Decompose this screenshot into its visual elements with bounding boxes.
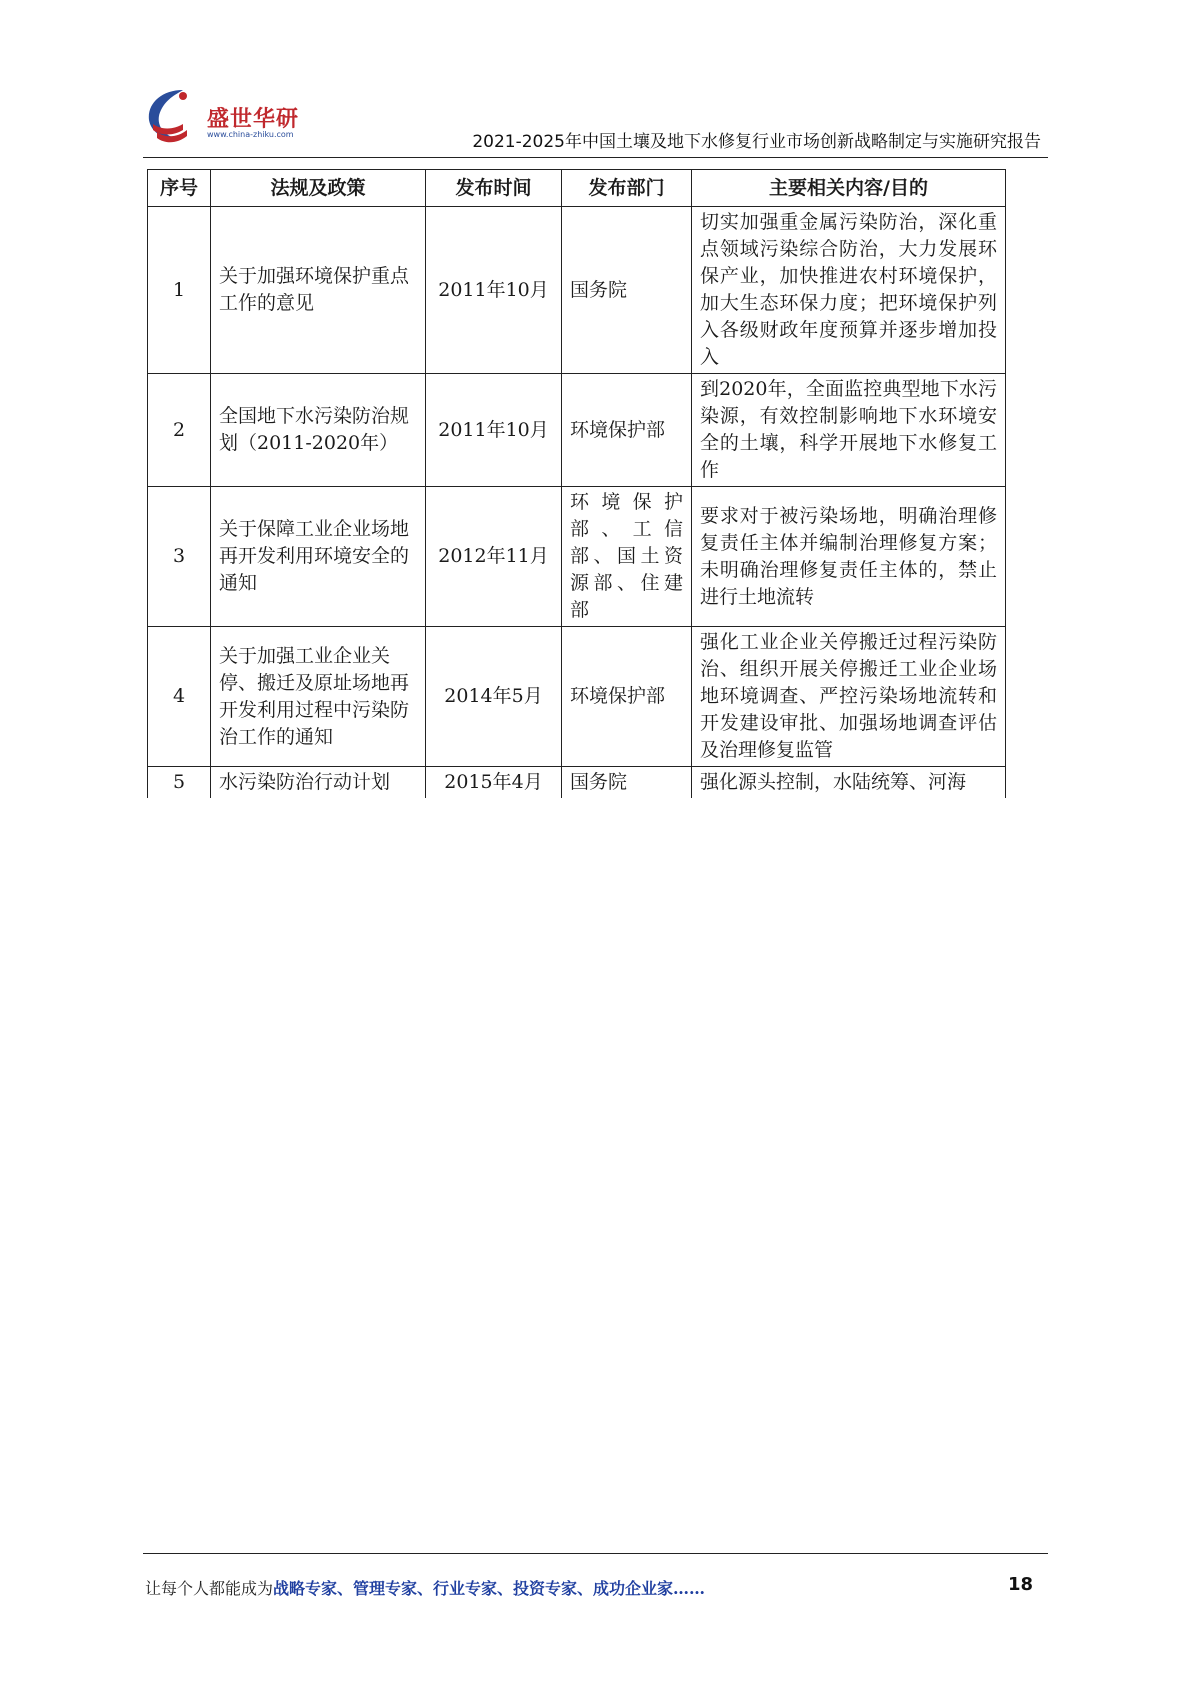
row-dept: 国务院 (562, 207, 692, 374)
page-header (0, 0, 1191, 160)
table-row (148, 374, 1006, 487)
table-row (148, 487, 1006, 627)
footer-divider (143, 1553, 1048, 1554)
row-policy: 关于加强工业企业关停、搬迁及原址场地再开发利用过程中污染防治工作的通知 (211, 627, 426, 767)
row-dept: 环境保护部、工信部、国土资源部、住建部 (562, 487, 692, 627)
policy-table (147, 169, 1006, 798)
row-date: 2014年5月 (426, 627, 562, 767)
row-content: 到2020年，全面监控典型地下水污染源，有效控制影响地下水环境安全的土壤，科学开展地下水修复工作 (692, 374, 1006, 487)
row-content: 强化源头控制，水陆统筹、河海 (692, 767, 1006, 799)
row-date: 2011年10月 (426, 374, 562, 487)
row-policy: 全国地下水污染防治规划（2011-2020年） (211, 374, 426, 487)
row-date: 2015年4月 (426, 767, 562, 799)
table-header-row (148, 170, 1006, 207)
row-date: 2012年11月 (426, 487, 562, 627)
row-policy: 关于加强环境保护重点工作的意见 (211, 207, 426, 374)
footer-slogan (145, 1576, 705, 1599)
row-date: 2011年10月 (426, 207, 562, 374)
row-dept: 环境保护部 (562, 627, 692, 767)
row-num: 5 (148, 767, 211, 799)
footer-highlight: 战略专家、管理专家、行业专家、投资专家、成功企业家…… (273, 1579, 706, 1598)
row-content: 强化工业企业关停搬迁过程污染防治、组织开展关停搬迁工业企业场地环境调查、严控污染场地流转和开发建设审批、加强场地调查评估及治理修复监管 (692, 627, 1006, 767)
row-policy: 关于保障工业企业场地再开发利用环境安全的通知 (211, 487, 426, 627)
table-row (148, 207, 1006, 374)
row-num: 4 (148, 627, 211, 767)
header-dept: 发布部门 (562, 170, 692, 207)
company-logo (143, 84, 313, 148)
row-content: 切实加强重金属污染防治，深化重点领域污染综合防治，大力发展环保产业，加快推进农村环境保护，加大生态环保力度；把环境保护列入各级财政年度预算并逐步增加投入 (692, 207, 1006, 374)
header-num: 序号 (148, 170, 211, 207)
logo-url: www.china-zhiku.com (207, 130, 294, 139)
logo-emblem-icon (143, 84, 207, 148)
header-date: 发布时间 (426, 170, 562, 207)
page-number: 18 (1007, 1574, 1033, 1595)
table-row (148, 627, 1006, 767)
header-divider (143, 157, 1048, 158)
row-dept: 环境保护部 (562, 374, 692, 487)
header-content: 主要相关内容/目的 (692, 170, 1006, 207)
header-policy: 法规及政策 (211, 170, 426, 207)
row-dept: 国务院 (562, 767, 692, 799)
report-title: 2021-2025年中国土壤及地下水修复行业市场创新战略制定与实施研究报告 (472, 132, 1041, 152)
row-content: 要求对于被污染场地，明确治理修复责任主体并编制治理修复方案；未明确治理修复责任主体的，禁止进行土地流转 (692, 487, 1006, 627)
row-num: 3 (148, 487, 211, 627)
logo-name: 盛世华研 (207, 107, 300, 132)
row-num: 1 (148, 207, 211, 374)
row-num: 2 (148, 374, 211, 487)
row-policy: 水污染防治行动计划 (211, 767, 426, 799)
table-row (148, 767, 1006, 799)
footer-prefix: 让每个人都能成为 (145, 1579, 274, 1598)
